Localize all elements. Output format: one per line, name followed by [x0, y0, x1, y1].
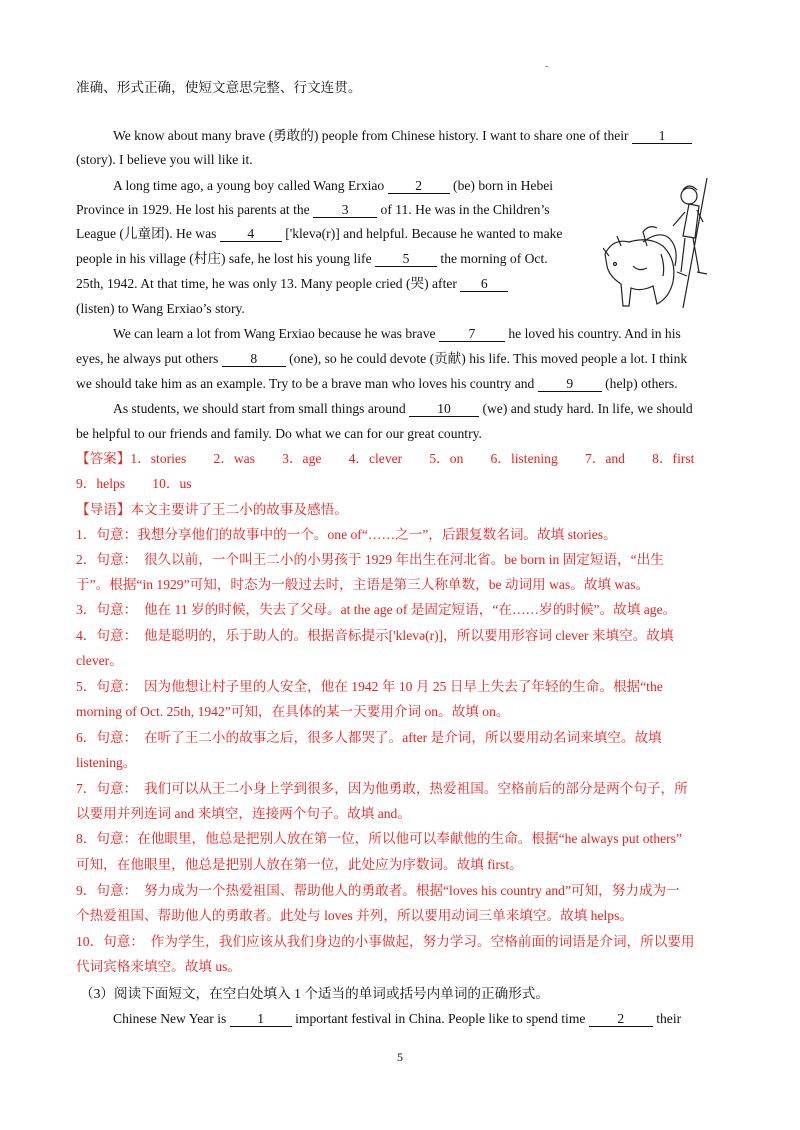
blank-4[interactable]: 4 — [220, 226, 282, 242]
explanation-line: 以要用并列连词 and 来填空，连接两个句子。故填 and。 — [76, 806, 411, 821]
blank-9[interactable]: 9 — [538, 376, 602, 392]
answer-label: 【答案】 — [76, 451, 131, 466]
blank-7[interactable]: 7 — [439, 326, 505, 342]
blank-2[interactable]: 2 — [388, 178, 450, 194]
answer-line-2: 9．helps 10．us — [76, 476, 192, 491]
passage-p1-line1: We know about many brave (勇敢的) people from Chinese history. I want to share one of their 1 — [113, 128, 692, 144]
explanation-line: 3．句意： 他在 11 岁的时候，失去了父母。at the age of 是固定短语，“在……岁的时候”。故填 age。 — [76, 602, 677, 617]
explanation-line: 个热爱祖国、帮助他人的勇敢者。此处与 loves 并列，所以要用动词三单来填空。故填 helps。 — [76, 908, 633, 923]
blank-5[interactable]: 5 — [375, 251, 437, 267]
blank-10[interactable]: 10 — [409, 401, 479, 417]
intro-line: 准确、形式正确，使短文意思完整、行文连贯。 — [76, 80, 362, 95]
passage-p2-line1: A long time ago, a young boy called Wang Erxiao 2 (be) born in Hebei — [113, 178, 554, 193]
passage-p3-line2: eyes, he always put others 8 (one), so he could devote (贡献) his life. This moved people a lot. I think — [76, 351, 688, 366]
explanation-line: 于”。根据“in 1929”可知，时态为一般过去时，主语是第三人称单数，be 动词用 was。故填 was。 — [76, 577, 650, 592]
blank-6[interactable]: 6 — [460, 276, 508, 292]
passage-p2-line3: League (儿童团). He was 4 ['klevə(r)] and helpful. Because he wanted to make — [76, 226, 563, 241]
passage-p2-line6: (listen) to Wang Erxiao’s story. — [76, 301, 245, 316]
explanation-line: 4．句意： 他是聪明的，乐于助人的。根据音标提示['klevə(r)]，所以要用形容词 clever 来填空。故填 — [76, 628, 674, 643]
blank-8[interactable]: 8 — [222, 351, 286, 367]
explanation-line: 可知，在他眼里，他总是把别人放在第一位，此处应为序数词。故填 first。 — [76, 857, 523, 872]
passage-p4-line1: As students, we should start from small things around 10 (we) and study hard. In life, we should — [113, 401, 693, 416]
passage-p2-line2: Province in 1929. He lost his parents at the 3 of 11. He was in the Children’s — [76, 202, 550, 217]
explanation-line: 8．句意：在他眼里，他总是把别人放在第一位，所以他可以奉献他的生命。根据“he always put others” — [76, 831, 683, 846]
explanation-line: clever。 — [76, 653, 123, 668]
scan-mark — [545, 66, 548, 67]
passage-p2-line4: people in his village (村庄) safe, he lost his young life 5 the morning of Oct. — [76, 251, 548, 266]
page-number: 5 — [397, 1050, 403, 1064]
guide-label: 【导语】 — [76, 502, 131, 517]
passage-p1-line2: (story). I believe you will like it. — [76, 152, 253, 167]
guide-line: 【导语】本文主要讲了王二小的故事及感悟。 — [76, 502, 348, 517]
explanation-line: 7．句意： 我们可以从王二小身上学到很多，因为他勇敢，热爱祖国。空格前后的部分是两个句子，所 — [76, 781, 688, 796]
explanation-line: 10．句意： 作为学生，我们应该从我们身边的小事做起，努力学习。空格前面的词语是介词，所以要用 — [76, 934, 695, 949]
wang-erxiao-illustration — [603, 176, 727, 310]
passage-p3-line1: We can learn a lot from Wang Erxiao because he was brave 7 he loved his country. And in his — [113, 326, 681, 341]
section3-instruction: （3）阅读下面短文，在空白处填入 1 个适当的单词或括号内单词的正确形式。 — [80, 986, 549, 1001]
section3-line1: Chinese New Year is 1 important festival in China. People like to spend time 2 their — [113, 1011, 682, 1026]
answer-line-1: 【答案】1．stories 2．was 3．age 4．clever 5．on 6．listening 7．and 8．first — [76, 451, 695, 466]
explanation-line: 9．句意： 努力成为一个热爱祖国、帮助他人的勇敢者。根据“loves his country and”可知，努力成为一 — [76, 883, 680, 898]
blank-3[interactable]: 3 — [313, 202, 377, 218]
section3-blank-1[interactable]: 1 — [230, 1011, 292, 1027]
explanation-line: listening。 — [76, 755, 137, 770]
passage-p3-line3: we should take him as an example. Try to be a brave man who loves his country and 9 (help) others. — [76, 376, 678, 391]
explanation-line: morning of Oct. 25th, 1942”可知，在具体的某一天要用介词 on。故填 on。 — [76, 704, 510, 719]
explanation-line: 1．句意：我想分享他们的故事中的一个。one of“……之一”，后跟复数名词。故填 stories。 — [76, 527, 617, 542]
explanation-line: 5．句意： 因为他想让村子里的人安全，他在 1942 年 10 月 25 日早上失去了年轻的生命。根据“the — [76, 679, 663, 694]
explanation-line: 6．句意： 在听了王二小的故事之后，很多人都哭了。after 是介词，所以要用动名词来填空。故填 — [76, 730, 662, 745]
section3-blank-2[interactable]: 2 — [589, 1011, 653, 1027]
blank-1[interactable]: 1 — [632, 128, 692, 144]
explanation-line: 代词宾格来填空。故填 us。 — [76, 959, 242, 974]
passage-p4-line2: be helpful to our friends and family. Do what we can for our great country. — [76, 426, 482, 441]
explanation-line: 2．句意： 很久以前，一个叫王二小的小男孩于 1929 年出生在河北省。be born in 固定短语，“出生 — [76, 552, 664, 567]
passage-p2-line5: 25th, 1942. At that time, he was only 13. Many people cried (哭) after 6 — [76, 276, 508, 292]
